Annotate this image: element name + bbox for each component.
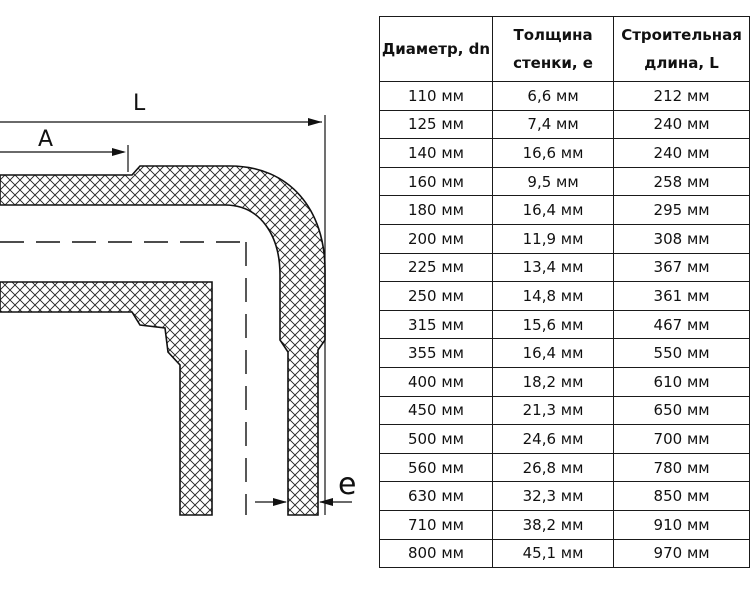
cell-diameter: 180 мм — [380, 196, 493, 225]
cell-diameter: 800 мм — [380, 539, 493, 568]
cell-length: 361 мм — [614, 282, 750, 311]
cell-wall-thickness: 45,1 мм — [492, 539, 613, 568]
table-row — [380, 167, 750, 196]
cell-wall-thickness: 16,4 мм — [492, 339, 613, 368]
cell-length: 780 мм — [614, 453, 750, 482]
cell-diameter: 225 мм — [380, 253, 493, 282]
cell-wall-thickness: 16,4 мм — [492, 196, 613, 225]
cell-length: 550 мм — [614, 339, 750, 368]
cell-diameter: 400 мм — [380, 367, 493, 396]
table-row — [380, 367, 750, 396]
cell-diameter: 140 мм — [380, 139, 493, 168]
cell-wall-thickness: 11,9 мм — [492, 224, 613, 253]
outer-wall — [0, 166, 325, 515]
cell-wall-thickness: 26,8 мм — [492, 453, 613, 482]
cell-wall-thickness: 24,6 мм — [492, 425, 613, 454]
cell-length: 850 мм — [614, 482, 750, 511]
cell-length: 610 мм — [614, 367, 750, 396]
cell-length: 240 мм — [614, 139, 750, 168]
cell-wall-thickness: 32,3 мм — [492, 482, 613, 511]
cell-diameter: 710 мм — [380, 510, 493, 539]
table-row — [380, 282, 750, 311]
cell-length: 650 мм — [614, 396, 750, 425]
cell-diameter: 355 мм — [380, 339, 493, 368]
table-row — [380, 253, 750, 282]
table-row — [380, 110, 750, 139]
cell-wall-thickness: 9,5 мм — [492, 167, 613, 196]
cell-diameter: 200 мм — [380, 224, 493, 253]
cell-wall-thickness: 13,4 мм — [492, 253, 613, 282]
cell-diameter: 250 мм — [380, 282, 493, 311]
table-row — [380, 310, 750, 339]
dimension-A-label: A — [38, 127, 54, 152]
table-row — [380, 425, 750, 454]
header-construction-length-text: Строительная длина, L — [621, 26, 742, 72]
table-row — [380, 196, 750, 225]
cell-wall-thickness: 18,2 мм — [492, 367, 613, 396]
header-diameter: Диаметр, dn — [380, 17, 493, 82]
cell-diameter: 160 мм — [380, 167, 493, 196]
table-row — [380, 82, 750, 111]
cell-wall-thickness: 38,2 мм — [492, 510, 613, 539]
dimension-e-label: e — [338, 467, 357, 502]
inner-wall — [0, 282, 212, 515]
cell-diameter: 125 мм — [380, 110, 493, 139]
cell-length: 258 мм — [614, 167, 750, 196]
table-row — [380, 539, 750, 568]
cell-length: 295 мм — [614, 196, 750, 225]
cell-length: 308 мм — [614, 224, 750, 253]
cell-length: 700 мм — [614, 425, 750, 454]
cell-wall-thickness: 15,6 мм — [492, 310, 613, 339]
table-row — [380, 453, 750, 482]
dimension-L-label: L — [133, 91, 146, 116]
table-row — [380, 510, 750, 539]
cell-length: 467 мм — [614, 310, 750, 339]
cell-diameter: 315 мм — [380, 310, 493, 339]
dimensions-table — [379, 16, 750, 568]
cell-length: 970 мм — [614, 539, 750, 568]
cell-diameter: 450 мм — [380, 396, 493, 425]
cell-length: 212 мм — [614, 82, 750, 111]
cell-diameter: 630 мм — [380, 482, 493, 511]
cell-wall-thickness: 16,6 мм — [492, 139, 613, 168]
cell-wall-thickness: 21,3 мм — [492, 396, 613, 425]
cell-wall-thickness: 7,4 мм — [492, 110, 613, 139]
cell-diameter: 110 мм — [380, 82, 493, 111]
cell-length: 910 мм — [614, 510, 750, 539]
table-row — [380, 224, 750, 253]
cell-diameter: 560 мм — [380, 453, 493, 482]
table-row — [380, 139, 750, 168]
cell-diameter: 500 мм — [380, 425, 493, 454]
cell-wall-thickness: 14,8 мм — [492, 282, 613, 311]
cell-wall-thickness: 6,6 мм — [492, 82, 613, 111]
table-row — [380, 396, 750, 425]
table-row — [380, 339, 750, 368]
cell-length: 240 мм — [614, 110, 750, 139]
table-header-row — [380, 17, 750, 82]
header-wall-thickness-text: Толщина стенки, е — [513, 26, 593, 72]
cell-length: 367 мм — [614, 253, 750, 282]
header-wall-thickness — [492, 17, 613, 82]
table-row — [380, 482, 750, 511]
header-construction-length — [614, 17, 750, 82]
